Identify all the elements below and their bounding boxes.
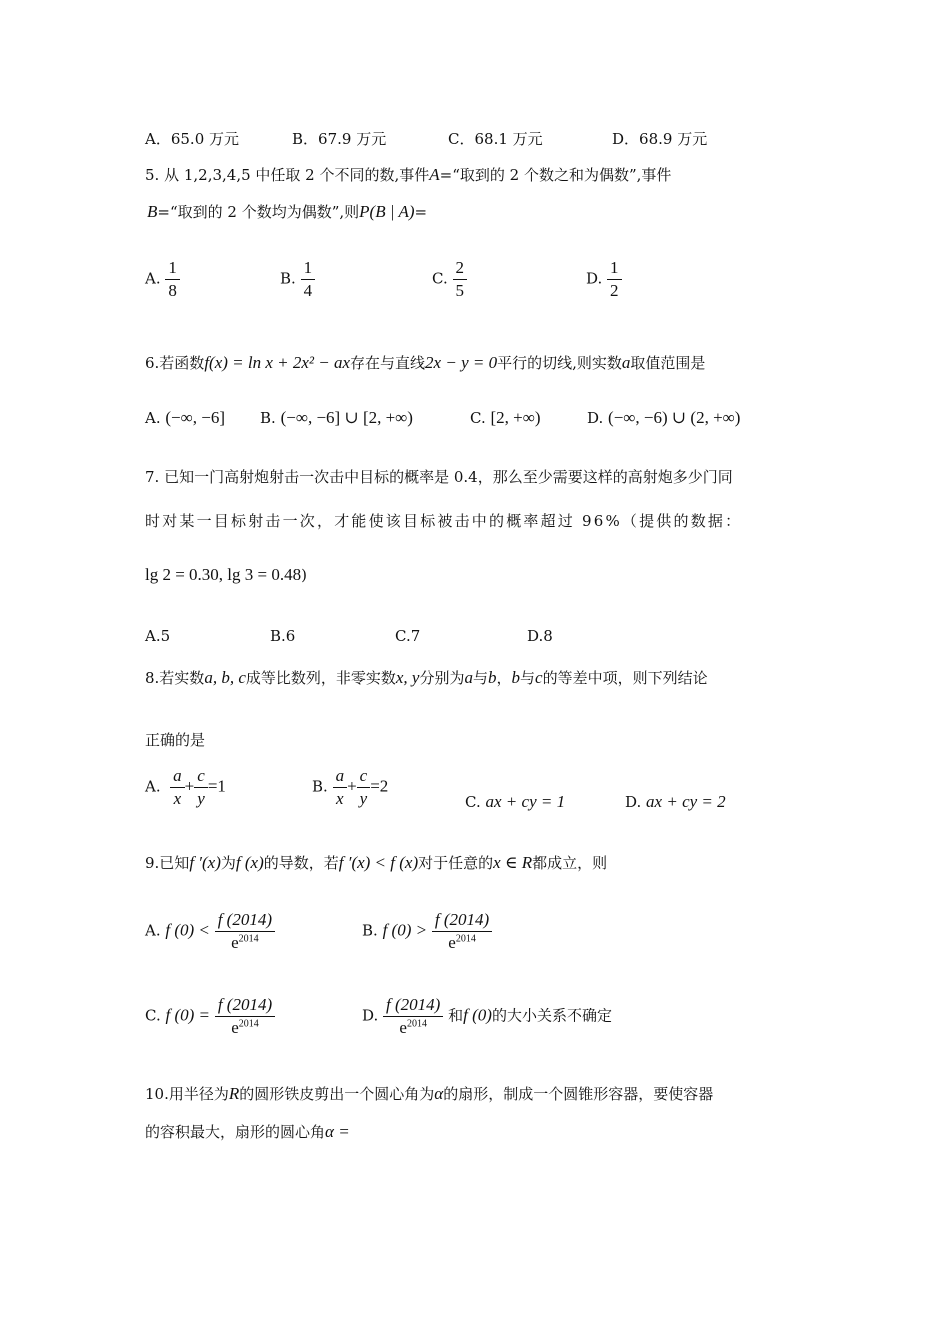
q5-option-b xyxy=(280,258,315,301)
q7-option-d: D.8 xyxy=(527,627,553,645)
q4-option-c: C．68.1 万元 xyxy=(448,130,543,148)
q6-suffix1: 平行的切线,则实数 xyxy=(497,354,622,372)
q9-stem: 9.已知f ′(x)为f (x)的导数，若f ′(x) < f (x)对于任意的x ∈ R都成立，则 xyxy=(145,853,608,872)
q8-vars-xy: x, y xyxy=(395,668,420,687)
q7-data: lg 2 = 0.30, lg 3 = 0.48 xyxy=(145,565,302,584)
q6-stem xyxy=(145,353,705,373)
q6-option-b: B. (−∞, −6] ∪ [2, +∞) xyxy=(260,408,413,427)
q4-option-b: B．67.9 万元 xyxy=(292,130,387,148)
q5-option-d xyxy=(586,258,622,301)
q10-var-r: R xyxy=(228,1084,240,1103)
q5-event-a: =“取到的 2 个数之和为偶数”,事件 xyxy=(439,166,672,184)
q9-inequality: f ′(x) < f (x) xyxy=(338,853,419,872)
q8-stem: 8.若实数a, b, c成等比数列，非零实数x, y分别为a与b，b与c的等差中项，则下列结论 xyxy=(145,668,708,687)
q5-equals: = xyxy=(414,203,428,221)
q8-option-d: D. ax + cy = 2 xyxy=(625,792,726,811)
q10-alpha: α xyxy=(434,1084,444,1103)
q9-fx: f (x) xyxy=(235,853,264,872)
q9-option-a: A. f (0) < $\frac{f (2014)}{e^{2014}}$ xyxy=(145,910,275,953)
q7-option-a: A.5 xyxy=(145,627,171,645)
q7-line2: 时对某一目标射击一次，才能使该目标被击中的概率超过 96%（提供的数据： xyxy=(145,512,743,530)
q10-alpha-eq: α = xyxy=(325,1122,350,1141)
q5-option-c xyxy=(432,258,467,301)
q4-option-d: D．68.9 万元 xyxy=(612,130,708,148)
q5-option-d-label: D. xyxy=(586,269,603,288)
q5-option-a-fraction: $\frac{1}{8}$ xyxy=(165,258,180,301)
q6-option-c: C. [2, +∞) xyxy=(470,408,541,427)
q6-function: f(x) = ln x + 2x² − ax xyxy=(204,353,351,372)
q6-option-d: D. (−∞, −6) ∪ (2, +∞) xyxy=(587,408,741,427)
q6-line-equation: 2x − y = 0 xyxy=(425,353,498,372)
q5-stem-1: 5. 从 1,2,3,4,5 中任取 2 个不同的数,事件 xyxy=(145,166,430,184)
q8-option-b: B. $\frac{a}{x}$ + $\frac{c}{y}$ =2 xyxy=(312,766,389,808)
q7-line1: 7. 已知一门高射炮射击一次击中目标的概率是 0.4，那么至少需要这样的高射炮多少门同 xyxy=(145,468,733,486)
q5-option-b-fraction: $\frac{1}{4}$ xyxy=(301,258,316,301)
q5-line2 xyxy=(147,202,427,222)
q5-option-c-fraction: $\frac{2}{5}$ xyxy=(453,258,468,301)
q5-option-a xyxy=(145,258,180,301)
q7-option-b: B.6 xyxy=(270,627,296,645)
q7-data-line xyxy=(145,565,307,585)
q5-option-b-label: B. xyxy=(280,269,296,288)
q7-option-c: C.7 xyxy=(395,627,421,645)
q9-option-c: C. f (0) = $\frac{f (2014)}{e^{2014}}$ xyxy=(145,995,275,1038)
q10-line2: 的容积最大，扇形的圆心角α = xyxy=(145,1122,350,1141)
q6-var: a xyxy=(621,353,631,372)
q8-option-a: A. $\frac{a}{x}$ + $\frac{c}{y}$ =1 xyxy=(145,766,226,808)
q5-option-a-label: A. xyxy=(145,269,161,288)
q9-fprime: f ′(x) xyxy=(189,853,221,872)
q5-probability: P(B | A) xyxy=(359,202,415,221)
q8-option-c: C. ax + cy = 1 xyxy=(465,792,566,811)
q6-suffix2: 取值范围是 xyxy=(630,354,706,372)
q5-var-a: A xyxy=(429,165,440,184)
q5-var-b: B xyxy=(147,202,158,221)
q5-line1 xyxy=(145,165,671,185)
q4-option-a: A．65.0 万元 xyxy=(145,130,239,148)
q5-option-c-label: C. xyxy=(432,269,448,288)
q10-line1: 10.用半径为R的圆形铁皮剪出一个圆心角为α的扇形，制成一个圆锥形容器，要使容器 xyxy=(145,1084,714,1103)
q9-x-in-r: x ∈ R xyxy=(493,853,533,872)
q9-option-b: B. f (0) > $\frac{f (2014)}{e^{2014}}$ xyxy=(362,910,492,953)
q8-line2: 正确的是 xyxy=(145,731,206,749)
q6-mid: 存在与直线 xyxy=(350,354,426,372)
q5-event-b: =“取到的 2 个数均为偶数”,则 xyxy=(157,203,360,221)
q7-close: ) xyxy=(301,566,307,584)
q8-vars-abc: a, b, c xyxy=(204,668,246,687)
q6-option-a: A. (−∞, −6] xyxy=(145,408,226,427)
q5-option-d-fraction: $\frac{1}{2}$ xyxy=(607,258,622,301)
q9-option-d: D. $\frac{f (2014)}{e^{2014}}$ 和f (0)的大小关系不确定 xyxy=(362,995,612,1037)
q6-prefix: 6.若函数 xyxy=(145,354,205,372)
